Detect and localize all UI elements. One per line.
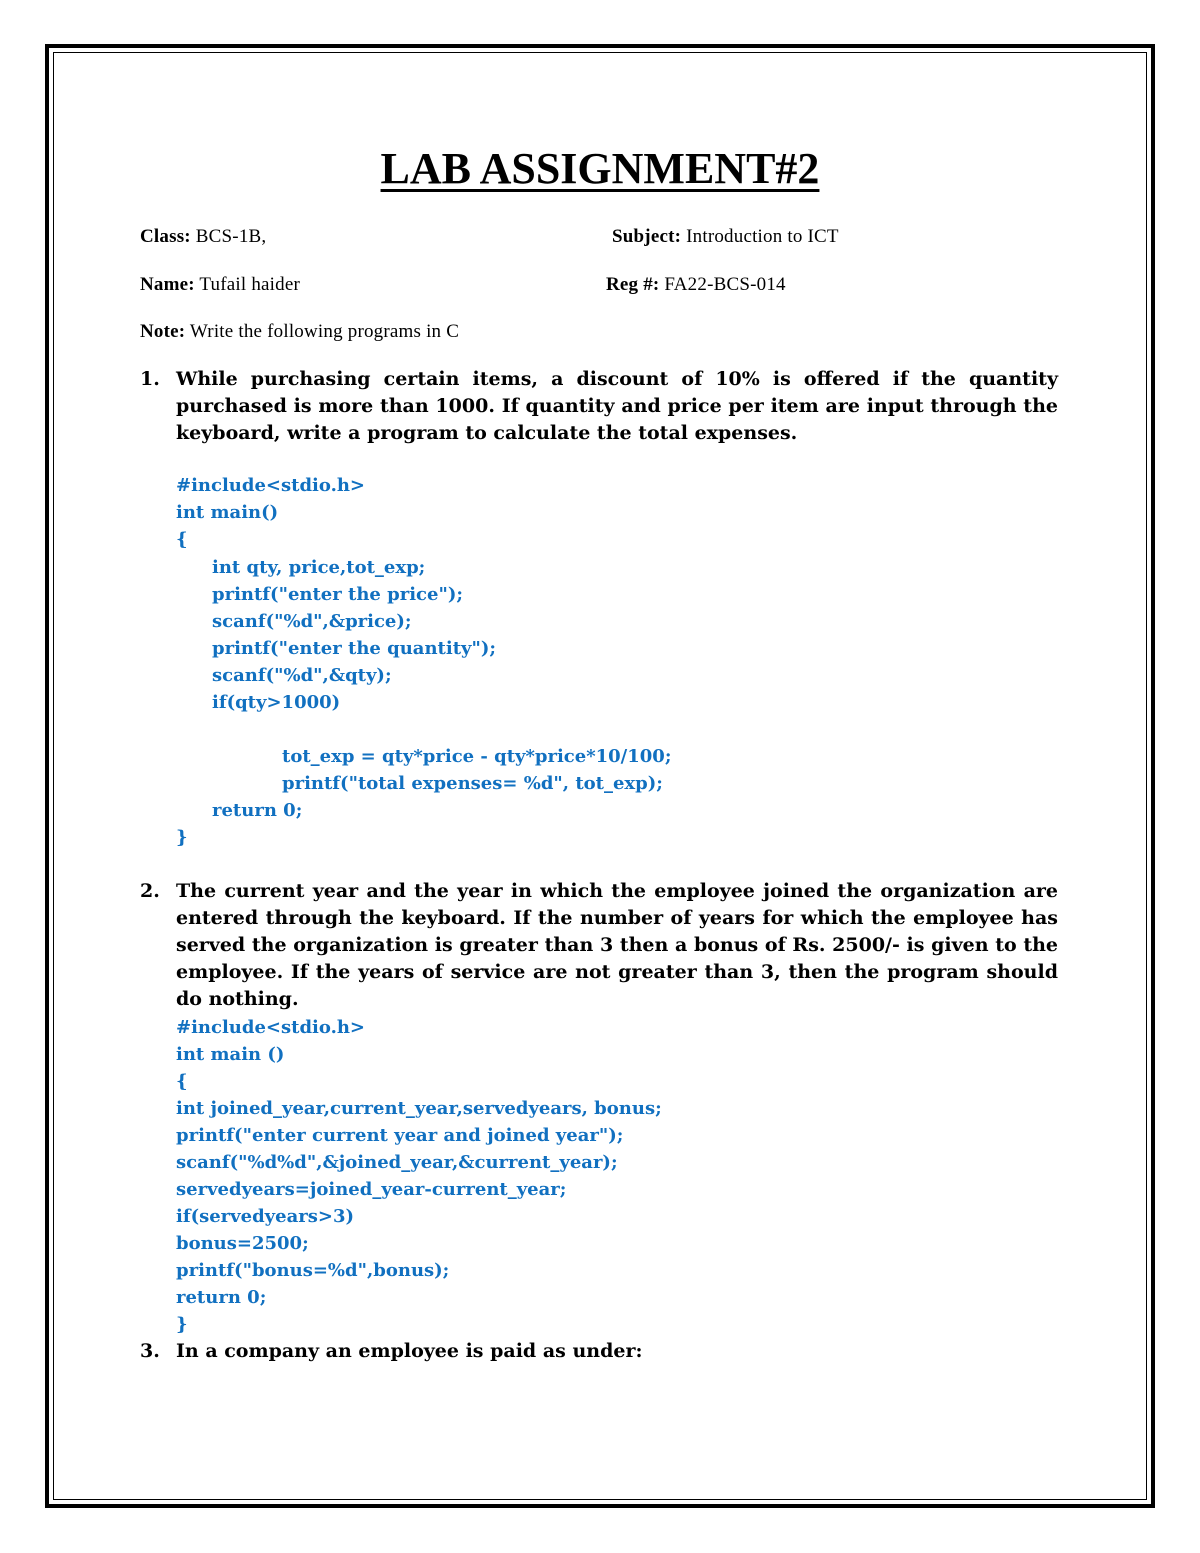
code-line: } (176, 827, 188, 848)
name-label: Name: (140, 274, 195, 295)
code-line: servedyears=joined_year-current_year; (176, 1179, 567, 1200)
question-number: 3. (140, 1340, 160, 1362)
code-line: tot_exp = qty*price - qty*price*10/100; (282, 746, 672, 767)
code-line: printf("total expenses= %d", tot_exp); (282, 773, 663, 794)
name-field (140, 274, 300, 296)
name-value: Tufail haider (199, 274, 300, 295)
code-line: int main() (176, 502, 279, 523)
question-text: While purchasing certain items, a discount of 10% is offered if the quantity purchased is more than 1000. If quantity and price per item are input through the keyboard, write a program to calculate the total expenses. (176, 368, 1058, 444)
code-line: { (176, 529, 188, 550)
note-value: Write the following programs in C (189, 321, 460, 342)
class-label: Class: (140, 226, 191, 247)
reg-field (606, 274, 786, 296)
subject-value: Introduction to ICT (686, 226, 839, 247)
code-line: int qty, price,tot_exp; (212, 557, 426, 578)
class-value: BCS-1B, (195, 226, 267, 247)
reg-label: Reg #: (606, 274, 660, 295)
code-line: bonus=2500; (176, 1233, 309, 1254)
question-text: In a company an employee is paid as under: (176, 1340, 643, 1362)
code-line: printf("enter the quantity"); (212, 638, 497, 659)
question-number: 2. (140, 880, 160, 902)
code-line: printf("enter the price"); (212, 584, 463, 605)
note-label: Note: (140, 321, 186, 342)
question-text: The current year and the year in which the employee joined the organization are entered through the keyboard. If the number of years for which the employee has served the organization is greater than 3 then a bonus of Rs. 2500/- is given to the employee. If the years of service are not greater than 3, then the program should do nothing. (176, 880, 1058, 1010)
code-line: scanf("%d%d",&joined_year,&current_year); (176, 1152, 618, 1173)
code-line: if(servedyears>3) (176, 1206, 354, 1227)
code-line: scanf("%d",&price); (212, 611, 412, 632)
question-number: 1. (140, 368, 160, 390)
code-line: #include<stdio.h> (176, 475, 366, 496)
code-line: scanf("%d",&qty); (212, 665, 392, 686)
reg-value: FA22-BCS-014 (664, 274, 786, 295)
class-field (140, 226, 266, 248)
subject-field (612, 226, 839, 248)
code-line: printf("bonus=%d",bonus); (176, 1260, 450, 1281)
page-title: LAB ASSIGNMENT#2 (380, 144, 820, 193)
code-line: return 0; (212, 800, 303, 821)
code-line: return 0; (176, 1287, 267, 1308)
code-line: { (176, 1071, 188, 1092)
code-line: printf("enter current year and joined year"); (176, 1125, 624, 1146)
code-line: #include<stdio.h> (176, 1017, 366, 1038)
code-line: if(qty>1000) (212, 692, 341, 713)
subject-label: Subject: (612, 226, 682, 247)
code-line: } (176, 1314, 188, 1335)
note-field (140, 321, 459, 343)
code-line: int main () (176, 1044, 285, 1065)
code-line: int joined_year,current_year,servedyears, bonus; (176, 1098, 662, 1119)
